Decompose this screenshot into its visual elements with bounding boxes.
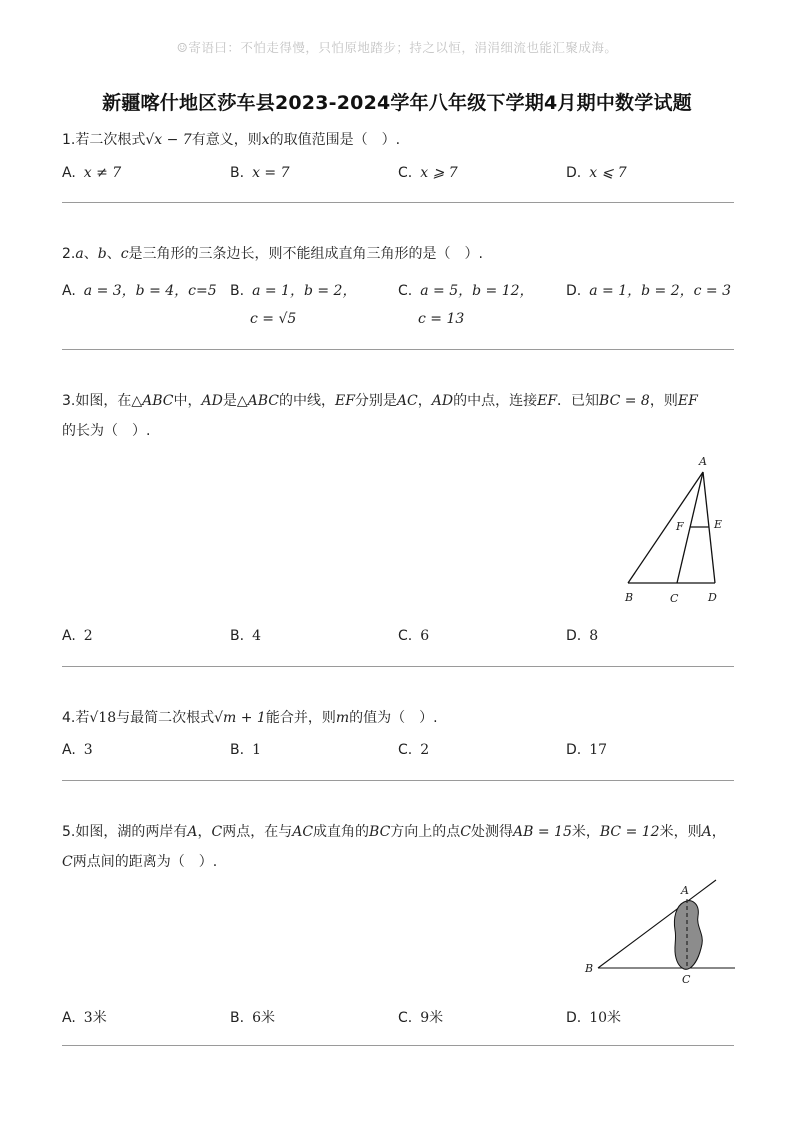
q3-option-d: D. 8: [566, 628, 599, 644]
q2-option-b-line2: c = √5: [250, 311, 297, 327]
q3-option-a: A. 2: [62, 628, 93, 644]
label-f: F: [676, 520, 684, 533]
question-4-stem: 4.若√18与最简二次根式√m + 1能合并，则m的值为（ ）.: [62, 710, 438, 726]
label-c: C: [682, 973, 691, 986]
q3-triangle-figure: [610, 450, 730, 610]
q4-option-c: C. 2: [398, 742, 430, 758]
q5-option-c: C. 9米: [398, 1010, 444, 1026]
question-3-stem: 3.如图，在△ABC中，AD是△ABC的中线，EF分别是AC，AD的中点，连接EF．已知BC = 8，则EF 的长为（ ）.: [62, 393, 698, 439]
question-2-stem: 2.a、b、c是三角形的三条边长，则不能组成直角三角形的是（ ）.: [62, 246, 483, 262]
label-e: E: [714, 518, 723, 531]
question-1-stem: 1.若二次根式√x − 7有意义，则x的取值范围是（ ）.: [62, 132, 401, 148]
q2-option-d: D. a = 1，b = 2，c = 3: [566, 283, 731, 299]
label-a: A: [681, 884, 689, 897]
divider: [62, 349, 734, 350]
q5-lake-figure: [580, 872, 740, 987]
q2-option-b: B. a = 1，b = 2，: [230, 283, 357, 299]
label-d: D: [708, 591, 717, 604]
label-c: C: [670, 592, 679, 605]
q4-option-a: A. 3: [62, 742, 93, 758]
q1-option-c: C. x ⩾ 7: [398, 165, 458, 181]
q3-option-c: C. 6: [398, 628, 430, 644]
lake-shape: [674, 901, 702, 970]
q2-option-a: A. a = 3，b = 4，c=5: [62, 283, 217, 299]
motto-banner: ☺寄语曰：不怕走得慢，只怕原地踏步；持之以恒，涓涓细流也能汇聚成海。: [176, 40, 618, 55]
q2-option-c-line2: c = 13: [418, 311, 465, 327]
divider: [62, 666, 734, 667]
q2-option-c: C. a = 5，b = 12，: [398, 283, 534, 299]
label-b: B: [585, 962, 594, 975]
q1-option-d: D. x ⩽ 7: [566, 165, 627, 181]
divider: [62, 1045, 734, 1046]
q1-option-a: A. x ≠ 7: [62, 165, 122, 181]
q1-option-b: B. x = 7: [230, 165, 290, 181]
divider: [62, 202, 734, 203]
q5-option-d: D. 10米: [566, 1010, 622, 1026]
divider: [62, 780, 734, 781]
label-a: A: [699, 455, 707, 468]
q5-option-b: B. 6米: [230, 1010, 275, 1026]
page-title: 新疆喀什地区莎车县2023-2024学年八年级下学期4月期中数学试题: [102, 92, 692, 114]
question-5-stem: 5.如图，湖的两岸有A，C两点，在与AC成直角的BC方向上的点C处测得AB = 15米，BC = 12米，则A， C两点间的距离为（ ）.: [62, 824, 726, 870]
q4-option-b: B. 1: [230, 742, 261, 758]
label-b: B: [625, 591, 634, 604]
q3-option-b: B. 4: [230, 628, 261, 644]
q4-option-d: D. 17: [566, 742, 608, 758]
q5-option-a: A. 3米: [62, 1010, 107, 1026]
